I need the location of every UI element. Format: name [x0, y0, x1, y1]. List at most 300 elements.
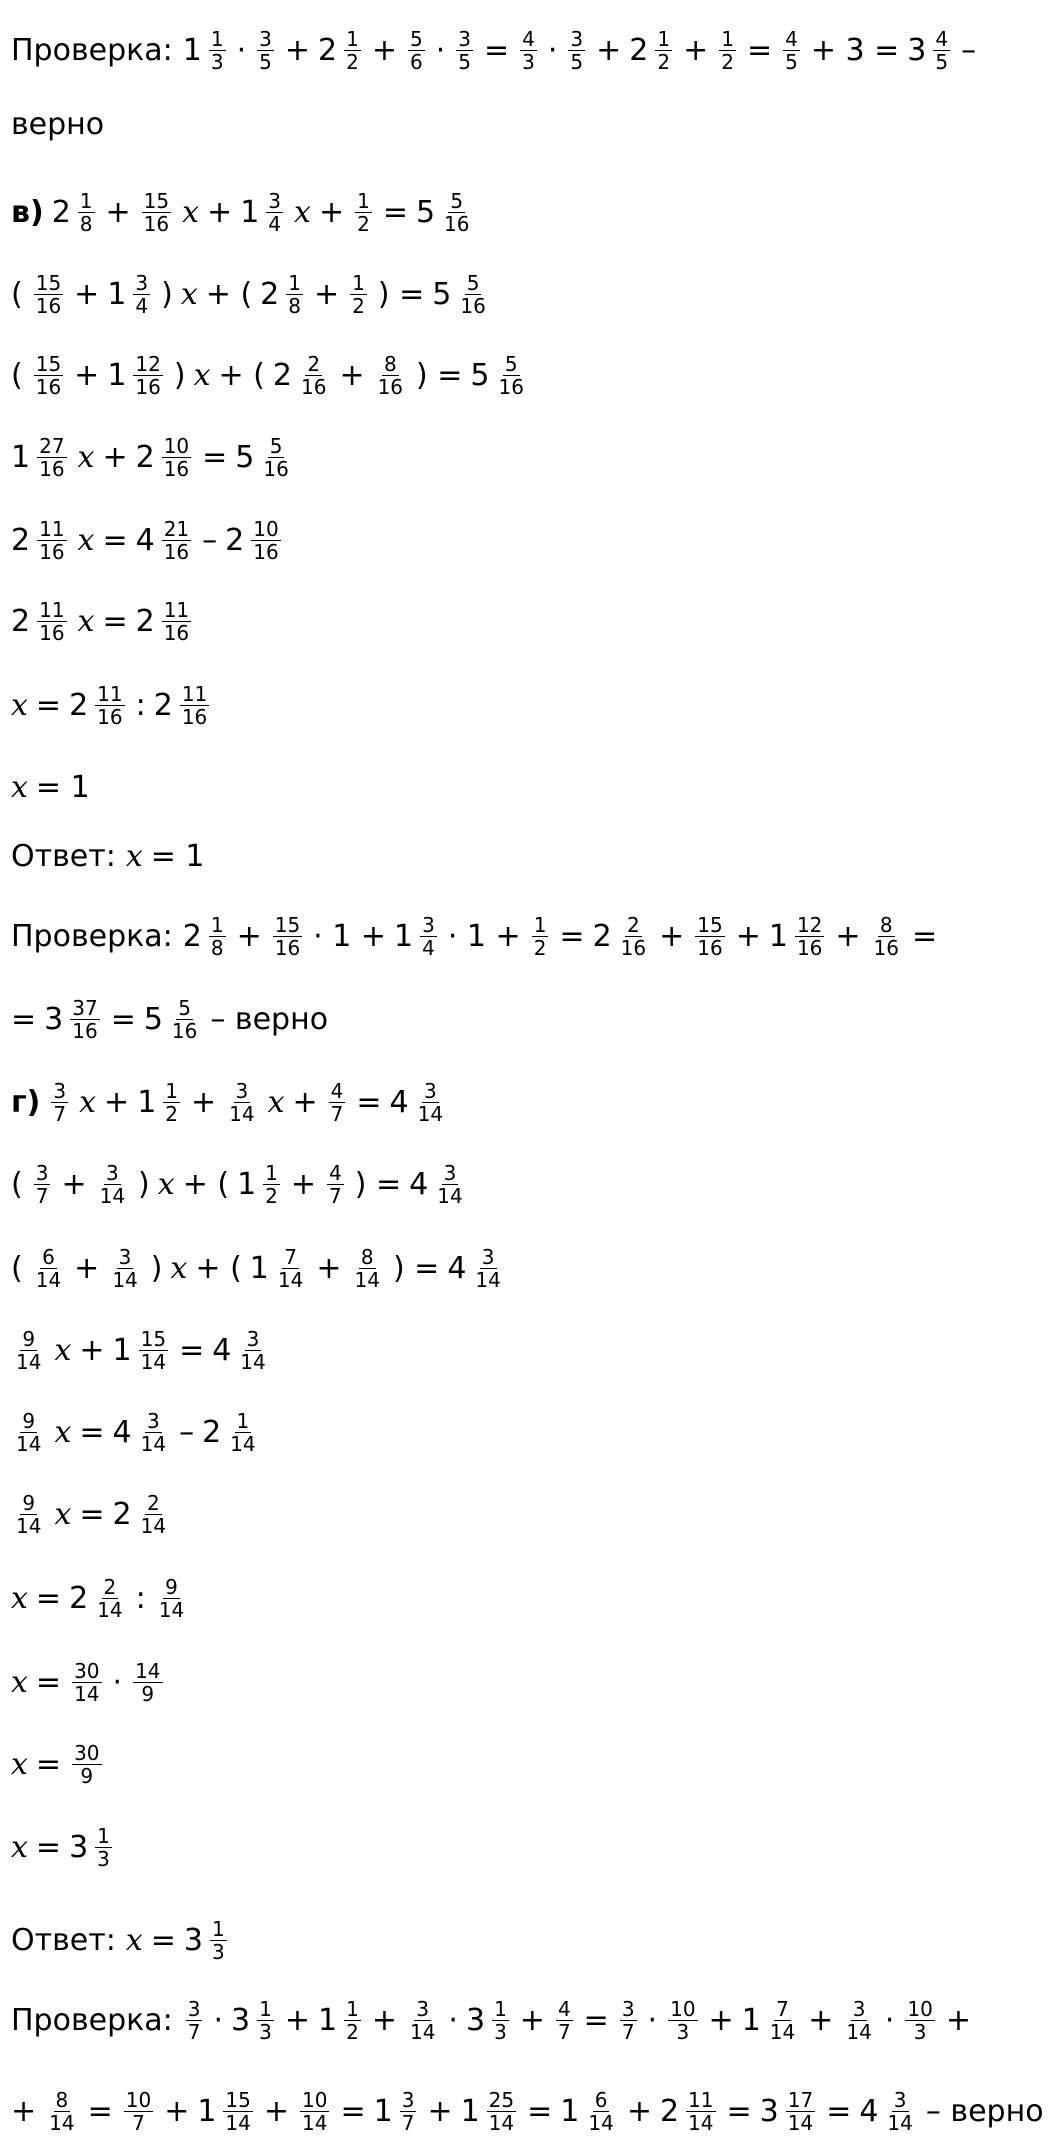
fraction — [297, 2089, 332, 2134]
whole-part: 3 — [44, 1001, 64, 1037]
fraction-body — [655, 28, 672, 73]
fraction-body — [350, 272, 367, 317]
numerator: 12 — [796, 913, 823, 937]
operator: + — [708, 2002, 734, 2038]
denominator: 14 — [225, 2111, 251, 2135]
numerator: 4 — [330, 1079, 344, 1103]
operator: + 3 = — [810, 32, 900, 68]
mixed-number — [11, 435, 70, 480]
denominator: 7 — [557, 2020, 571, 2044]
denominator: 16 — [171, 1019, 198, 1043]
operator: = — [911, 918, 938, 954]
denominator: 2 — [346, 50, 359, 74]
operator: + — [74, 357, 100, 393]
operator: + — [104, 1084, 130, 1120]
numerator: 6 — [42, 1245, 55, 1269]
variable-x: x — [11, 1829, 28, 1865]
operator: + — [835, 918, 861, 954]
fraction — [617, 1998, 640, 2043]
whole-part: 2 — [69, 687, 89, 723]
denominator: 3 — [211, 1940, 225, 1964]
mixed-number — [769, 914, 828, 959]
variable-x: x — [180, 276, 198, 312]
numerator: 10 — [907, 1997, 933, 2021]
numerator: 8 — [360, 1245, 374, 1269]
numerator: 5 — [450, 189, 464, 213]
fraction-body — [520, 28, 537, 73]
fraction-body — [532, 914, 549, 959]
numerator: 1 — [346, 27, 359, 51]
fraction-body — [139, 1328, 168, 1373]
denominator: 2 — [657, 50, 671, 74]
fraction — [529, 914, 552, 959]
math-line — [7, 1246, 510, 1291]
mixed-number — [742, 1998, 801, 2043]
fraction-body — [95, 1576, 124, 1621]
mixed-number — [318, 1998, 364, 2043]
whole-part: 1 — [394, 918, 414, 954]
fraction — [48, 1080, 71, 1125]
fraction-body — [352, 1246, 381, 1291]
numerator: 1 — [721, 27, 734, 51]
denominator: 16 — [253, 540, 279, 564]
whole-part: 4 — [112, 1414, 132, 1450]
variable-x: x — [11, 687, 28, 723]
item-label: г) — [11, 1084, 41, 1120]
denominator: 16 — [620, 936, 647, 960]
label-text: верно — [11, 107, 105, 142]
fraction-body — [133, 272, 150, 317]
operator: ( — [11, 357, 23, 393]
fraction — [11, 1492, 46, 1537]
numerator: 11 — [163, 598, 190, 622]
operator: + — [61, 1166, 87, 1202]
whole-part: 1 — [249, 1250, 269, 1286]
denominator: 7 — [401, 2111, 415, 2135]
numerator: 1 — [533, 913, 547, 937]
numerator: 1 — [236, 1409, 250, 1433]
mixed-number — [593, 914, 652, 959]
fraction-body — [37, 599, 66, 644]
fraction-body — [556, 1998, 573, 2043]
fraction-body — [228, 1410, 257, 1455]
variable-x: x — [125, 839, 143, 874]
numerator: 7 — [776, 1997, 789, 2021]
fraction-body — [163, 1080, 180, 1125]
whole-part: 4 — [859, 2093, 879, 2129]
fraction-body — [300, 2089, 329, 2134]
denominator: 14 — [230, 1432, 256, 1456]
denominator: 16 — [377, 375, 404, 399]
operator: · — [448, 2002, 458, 2038]
fraction-body — [180, 683, 209, 728]
numerator: 9 — [22, 1409, 36, 1433]
mixed-number — [240, 190, 286, 235]
operator: = — [202, 439, 228, 475]
fraction — [780, 28, 803, 73]
denominator: 14 — [229, 1102, 255, 1126]
fraction-body — [327, 1162, 344, 1207]
whole-part: 4 — [409, 1166, 429, 1202]
operator: = — [35, 1664, 62, 1700]
operator: = — [527, 2093, 553, 2129]
operator: + ( — [218, 357, 265, 393]
operator: + — [371, 32, 397, 68]
operator: + ( — [195, 1250, 242, 1286]
math-line — [7, 1660, 170, 1705]
whole-part: 2 — [659, 2093, 680, 2129]
operator: + — [808, 2002, 834, 2038]
fraction-body — [435, 1162, 464, 1207]
fraction — [453, 28, 476, 73]
mixed-number — [660, 2089, 719, 2134]
operator: + — [371, 2002, 397, 2038]
numerator: 3 — [458, 27, 471, 51]
operator: ) — [138, 1166, 150, 1202]
fraction-body — [34, 272, 63, 317]
variable-x: x — [294, 194, 311, 230]
denominator: 3 — [494, 2020, 507, 2044]
numerator: 3 — [146, 1409, 160, 1433]
fraction-body — [223, 2089, 252, 2134]
denominator: 14 — [99, 1184, 126, 1208]
whole-part: 2 — [629, 32, 649, 68]
numerator: 1 — [165, 1079, 179, 1103]
denominator: 8 — [210, 936, 224, 960]
fraction — [349, 1246, 384, 1291]
fraction-body — [34, 353, 63, 398]
mixed-number — [11, 599, 70, 644]
denominator: 16 — [163, 540, 190, 564]
fraction-body — [14, 1492, 43, 1537]
fraction-body — [768, 1998, 797, 2043]
variable-x: x — [54, 1496, 72, 1532]
denominator: 5 — [570, 50, 584, 74]
mixed-number — [183, 28, 229, 73]
operator: ( — [11, 276, 23, 312]
operator: = — [110, 1001, 136, 1037]
fraction — [31, 1162, 54, 1207]
fraction — [665, 1998, 700, 2043]
whole-part: 3 — [69, 1829, 89, 1865]
whole-part: 4 — [389, 1084, 409, 1120]
fraction-body — [70, 997, 99, 1042]
whole-part: 2 — [11, 522, 31, 558]
denominator: 8 — [79, 212, 93, 236]
numerator: 15 — [143, 189, 170, 213]
denominator: 7 — [621, 2020, 635, 2044]
operator: + — [164, 2093, 190, 2129]
fraction — [11, 1328, 46, 1373]
fraction-body — [257, 1998, 274, 2043]
denominator: 14 — [277, 1268, 304, 1292]
whole-part: 1 — [11, 439, 31, 475]
mixed-number — [260, 272, 306, 317]
whole-part: 5 — [235, 439, 255, 475]
whole-part: 2 — [135, 603, 155, 639]
whole-part: 1 — [460, 2093, 480, 2129]
mixed-number — [250, 1246, 309, 1291]
denominator: 14 — [787, 2111, 814, 2135]
operator: – — [202, 522, 218, 558]
denominator: 5 — [458, 50, 471, 74]
whole-part: 5 — [143, 1001, 163, 1037]
numerator: 2 — [146, 1491, 160, 1515]
fraction-body — [872, 914, 901, 959]
numerator: 10 — [302, 2088, 328, 2112]
operator: · — [213, 2002, 224, 2038]
fraction — [107, 1246, 142, 1291]
whole-part: 2 — [318, 32, 338, 68]
mixed-number — [760, 2089, 819, 2134]
numerator: 6 — [594, 2088, 608, 2112]
denominator: 14 — [475, 1268, 501, 1292]
fraction-body — [456, 28, 473, 73]
numerator: 3 — [852, 1997, 866, 2021]
denominator: 14 — [112, 1268, 138, 1292]
denominator: 9 — [141, 1682, 155, 1706]
denominator: 14 — [74, 1682, 100, 1706]
fraction-body — [266, 190, 283, 235]
variable-x: x — [11, 770, 28, 805]
mixed-number — [629, 28, 675, 73]
fraction-body — [238, 1328, 267, 1373]
operator: = — [79, 1414, 105, 1450]
numerator: 9 — [165, 1575, 178, 1599]
mixed-number — [907, 28, 953, 73]
numerator: 15 — [140, 1327, 167, 1351]
mixed-number — [183, 914, 229, 959]
fraction-body — [619, 914, 648, 959]
numerator: 3 — [422, 913, 435, 937]
denominator: 14 — [437, 1184, 463, 1208]
numerator: 3 — [235, 1079, 249, 1103]
fraction-body — [51, 1080, 68, 1125]
denominator: 9 — [80, 1764, 94, 1788]
denominator: 2 — [721, 50, 734, 74]
operator: + — [596, 32, 622, 68]
fraction — [95, 1162, 130, 1207]
fraction — [565, 28, 588, 73]
operator: + — [11, 2093, 37, 2129]
denominator: 7 — [132, 2111, 145, 2135]
operator: + — [735, 918, 761, 954]
denominator: 5 — [785, 50, 798, 74]
numerator: 1 — [211, 1917, 225, 1941]
operator: · — [435, 32, 446, 68]
math-line — [7, 353, 533, 398]
operator: + — [316, 1250, 342, 1286]
denominator: 16 — [35, 294, 62, 318]
operator: + — [191, 1084, 217, 1120]
numerator: 1 — [79, 189, 93, 213]
variable-x: x — [11, 1580, 28, 1616]
mixed-number — [394, 914, 440, 959]
whole-part: 1 — [137, 1084, 157, 1120]
label-text: Ответ: — [11, 839, 116, 874]
fraction-body — [400, 2089, 417, 2134]
denominator: 3 — [210, 50, 224, 74]
mixed-number — [416, 190, 475, 235]
mixed-number — [137, 1080, 183, 1125]
whole-part: 1 — [237, 1166, 257, 1202]
denominator: 16 — [39, 457, 65, 481]
numerator: 10 — [125, 2088, 152, 2112]
operator: ( — [11, 1166, 23, 1202]
operator: = — [483, 32, 510, 68]
fraction-body — [95, 683, 124, 728]
denominator: 16 — [181, 705, 208, 729]
operator: + — [292, 1084, 318, 1120]
operator: · — [884, 2002, 895, 2038]
operator: + — [314, 276, 340, 312]
operator: = — [35, 1829, 62, 1865]
whole-part: 1 — [240, 194, 260, 230]
fraction-body — [14, 1410, 43, 1455]
numerator: 5 — [466, 271, 480, 295]
whole-part: 2 — [69, 1580, 89, 1616]
numerator: 21 — [163, 517, 190, 541]
fraction — [11, 1410, 46, 1455]
whole-part: 3 — [907, 32, 927, 68]
fraction-body — [72, 1660, 101, 1705]
numerator: 1 — [346, 1997, 359, 2021]
fraction-body — [186, 1998, 203, 2043]
fraction-body — [783, 28, 800, 73]
fraction-body — [844, 1998, 873, 2043]
operator: = — [102, 603, 128, 639]
denominator: 14 — [35, 1268, 62, 1292]
operator: ) = — [416, 357, 463, 393]
denominator: 14 — [887, 2111, 913, 2135]
fraction-body — [14, 1328, 43, 1373]
whole-part: 3 — [183, 1922, 203, 1958]
whole-part: 1 — [373, 2093, 393, 2129]
label-text: Ответ: — [11, 1922, 116, 1958]
numerator: 1 — [259, 1997, 272, 2021]
fraction-body — [162, 518, 191, 563]
denominator: 7 — [330, 1102, 344, 1126]
operator: = — [826, 2093, 852, 2129]
numerator: 3 — [53, 1079, 67, 1103]
numerator: 3 — [893, 2088, 907, 2112]
math-line — [7, 518, 288, 563]
fraction-body — [786, 2089, 815, 2134]
fraction — [154, 1576, 189, 1621]
math-line — [7, 105, 110, 145]
operator: + — [207, 194, 233, 230]
fraction-body — [170, 997, 199, 1042]
variable-x: x — [170, 1250, 188, 1286]
operator: + — [626, 2093, 652, 2129]
numerator: 30 — [74, 1659, 100, 1683]
operator: + — [284, 2002, 310, 2038]
variable-x: x — [79, 1084, 97, 1120]
denominator: 4 — [135, 294, 149, 318]
numerator: 10 — [670, 1997, 696, 2021]
denominator: 7 — [53, 1102, 67, 1126]
numerator: 15 — [225, 2088, 251, 2112]
variable-x: x — [77, 603, 95, 639]
mixed-number — [44, 997, 103, 1042]
fraction — [31, 353, 66, 398]
fraction-body — [276, 1246, 305, 1291]
math-line — [7, 599, 198, 644]
numerator: 8 — [55, 2088, 69, 2112]
mixed-number — [154, 683, 213, 728]
math-line — [7, 837, 209, 877]
operator: + — [683, 32, 709, 68]
fraction — [254, 28, 277, 73]
denominator: 14 — [49, 2111, 75, 2135]
mixed-number — [432, 272, 491, 317]
denominator: 7 — [329, 1184, 342, 1208]
denominator: 16 — [697, 936, 723, 960]
operator: + — [74, 276, 100, 312]
fraction-body — [263, 1162, 280, 1207]
mixed-number — [237, 1162, 283, 1207]
denominator: 14 — [302, 2111, 328, 2135]
operator: – верно — [210, 1001, 329, 1037]
numerator: 2 — [307, 352, 321, 376]
mixed-number — [197, 2089, 256, 2134]
numerator: 3 — [246, 1327, 260, 1351]
denominator: 3 — [913, 2020, 927, 2044]
operator: = — [35, 687, 62, 723]
whole-part: 4 — [447, 1250, 467, 1286]
numerator: 3 — [424, 1079, 437, 1103]
fraction-body — [473, 1246, 502, 1291]
fraction-body — [98, 1162, 127, 1207]
numerator: 3 — [481, 1245, 495, 1269]
denominator: 3 — [97, 1847, 110, 1871]
math-line — [7, 1742, 109, 1787]
mixed-number — [466, 1998, 512, 2043]
operator: ) — [173, 357, 186, 393]
numerator: 3 — [401, 2088, 415, 2112]
math-line — [7, 1825, 119, 1870]
fraction-body — [78, 190, 95, 235]
denominator: 14 — [769, 2020, 796, 2044]
fraction — [902, 1998, 937, 2043]
fraction-body — [37, 435, 66, 480]
denominator: 2 — [352, 294, 365, 318]
operator: + — [105, 194, 131, 230]
denominator: 16 — [97, 705, 123, 729]
numerator: 3 — [35, 1161, 49, 1185]
denominator: 4 — [422, 936, 435, 960]
operator: = — [102, 522, 128, 558]
operator: + — [339, 357, 365, 393]
denominator: 16 — [135, 375, 161, 399]
numerator: 17 — [787, 2088, 814, 2112]
fraction-body — [408, 28, 425, 73]
math-line — [7, 1162, 472, 1207]
math-line — [7, 683, 216, 728]
whole-part: 1 — [107, 357, 127, 393]
operator: + — [236, 918, 262, 954]
numerator: 3 — [118, 1245, 132, 1269]
fraction — [716, 28, 739, 73]
whole-part: 2 — [182, 918, 202, 954]
fraction-body — [719, 28, 736, 73]
fraction-body — [209, 914, 226, 959]
fraction-body — [416, 1080, 445, 1125]
operator: + — [427, 2093, 453, 2129]
fraction-body — [487, 2089, 516, 2134]
denominator: 14 — [158, 1598, 185, 1622]
denominator: 14 — [16, 1432, 42, 1456]
